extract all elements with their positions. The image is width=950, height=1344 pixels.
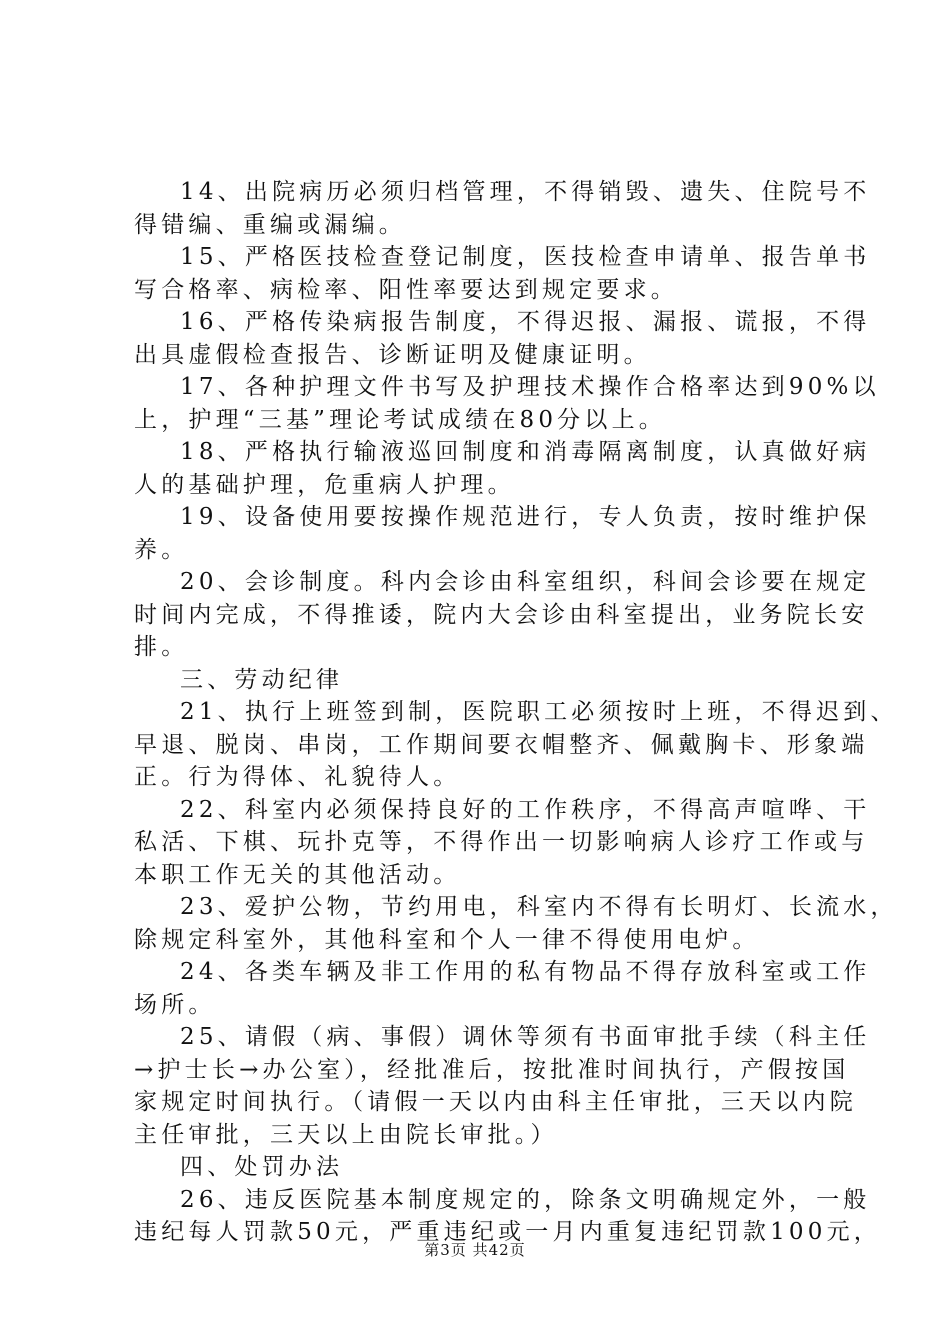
text-line: 19、设备使用要按操作规范进行，专人负责，按时维护保: [180, 504, 871, 530]
text-line: 主任审批，三天以上由院长审批。）: [134, 1121, 558, 1148]
text-line: 家规定时间执行。（请假一天以内由科主任审批，三天以内院: [134, 1089, 857, 1115]
text-line: 场所。: [134, 991, 216, 1018]
page-footer: 第3页 共42页: [424, 1241, 526, 1259]
text-line: 写合格率、病检率、阳性率要达到规定要求。: [134, 276, 678, 303]
text-line: 24、各类车辆及非工作用的私有物品不得存放科室或工作: [180, 959, 871, 985]
text-line: 20、会诊制度。科内会诊由科室组织，科间会诊要在规定: [180, 569, 871, 595]
text-line: 18、严格执行输液巡回制度和消毒隔离制度，认真做好病: [180, 439, 871, 465]
text-line: 上，护理“三基”理论考试成绩在80分以上。: [134, 406, 666, 433]
text-line: 23、爱护公物，节约用电，科室内不得有长明灯、长流水，: [180, 894, 898, 920]
text-line: 22、科室内必须保持良好的工作秩序，不得高声喧哗、干: [180, 796, 871, 823]
text-line: →护士长→办公室），经批准后，按批准时间执行，产假按国: [134, 1056, 850, 1083]
text-line: 正。行为得体、礼貌待人。: [134, 764, 461, 790]
text-line: 私活、下棋、玩扑克等，不得作出一切影响病人诊疗工作或与: [134, 829, 869, 855]
text-line: 出具虚假检查报告、诊断证明及健康证明。: [134, 341, 651, 368]
text-line: 三、劳动纪律: [180, 666, 344, 693]
text-line: 养。: [134, 536, 189, 563]
text-line: 排。: [134, 634, 189, 660]
text-line: 16、严格传染病报告制度，不得迟报、漏报、谎报，不得: [180, 309, 871, 335]
text-line: 26、违反医院基本制度规定的，除条文明确规定外，一般: [180, 1186, 871, 1213]
text-line: 违纪每人罚款50元，严重违纪或一月内重复违纪罚款100元，: [134, 1219, 881, 1245]
text-line: 14、出院病历必须归档管理，不得销毁、遗失、住院号不: [180, 179, 871, 205]
text-line: 25、请假（病、事假）调休等须有书面审批手续（科主任: [180, 1024, 871, 1050]
text-line: 时间内完成，不得推诿，院内大会诊由科室提出，业务院长安: [134, 601, 869, 628]
document-body: [134, 176, 898, 1249]
text-line: 21、执行上班签到制，医院职工必须按时上班，不得迟到、: [180, 699, 898, 725]
text-line: 除规定科室外，其他科室和个人一律不得使用电炉。: [134, 926, 760, 953]
text-line: 17、各种护理文件书写及护理技术操作合格率达到90%以: [180, 374, 880, 400]
text-line: 早退、脱岗、串岗，工作期间要衣帽整齐、佩戴胸卡、形象端: [134, 731, 869, 758]
text-line: 人的基础护理，危重病人护理。: [134, 471, 515, 498]
text-line: 得错编、重编或漏编。: [134, 211, 406, 238]
text-line: 15、严格医技检查登记制度，医技检查申请单、报告单书: [180, 244, 871, 270]
text-line: 本职工作无关的其他活动。: [134, 861, 461, 888]
text-line: 四、处罚办法: [180, 1154, 344, 1180]
